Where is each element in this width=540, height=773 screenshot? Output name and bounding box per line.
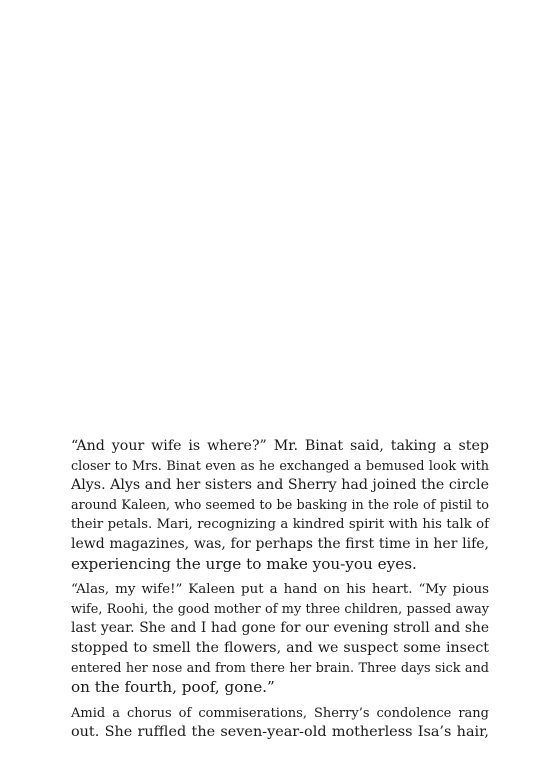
text-line: their petals. Mari, recognizing a kindred spirit with his talk of (71, 517, 489, 533)
text-line: stopped to smell the flowers, and we suspect some insect (71, 639, 489, 656)
text-line: wife, Roohi, the good mother of my three children, passed away (71, 601, 489, 617)
text-line: “Alas, my wife!” Kaleen put a hand on his heart. “My pious (71, 582, 489, 598)
text-line: around Kaleen, who seemed to be basking in the role of pistil to (71, 497, 489, 513)
text-line: out. She ruffled the seven-year-old motherless Isa’s hair, (71, 724, 489, 741)
text-line: on the fourth, poof, gone.” (71, 678, 275, 697)
paragraph-2 (52, 580, 489, 698)
text-line: “And your wife is where?” Mr. Binat said, taking a step (71, 438, 489, 454)
text-line: Alys. Alys and her sisters and Sherry had joined the circle (71, 477, 489, 494)
paragraph-3 (52, 704, 489, 743)
text-line: lewd magazines, was, for perhaps the first time in her life, (71, 535, 489, 552)
text-line: Amid a chorus of commiserations, Sherry’s condolence rang (71, 705, 489, 721)
text-line: closer to Mrs. Binat even as he exchanged a bemused look with (71, 458, 489, 474)
page-text (52, 437, 489, 749)
text-line: experiencing the urge to make you-you eyes. (71, 554, 417, 573)
text-line: last year. She and I had gone for our evening stroll and she (71, 620, 489, 637)
text-line: entered her nose and from there her brain. Three days sick and (71, 660, 489, 676)
paragraph-1 (52, 437, 489, 574)
